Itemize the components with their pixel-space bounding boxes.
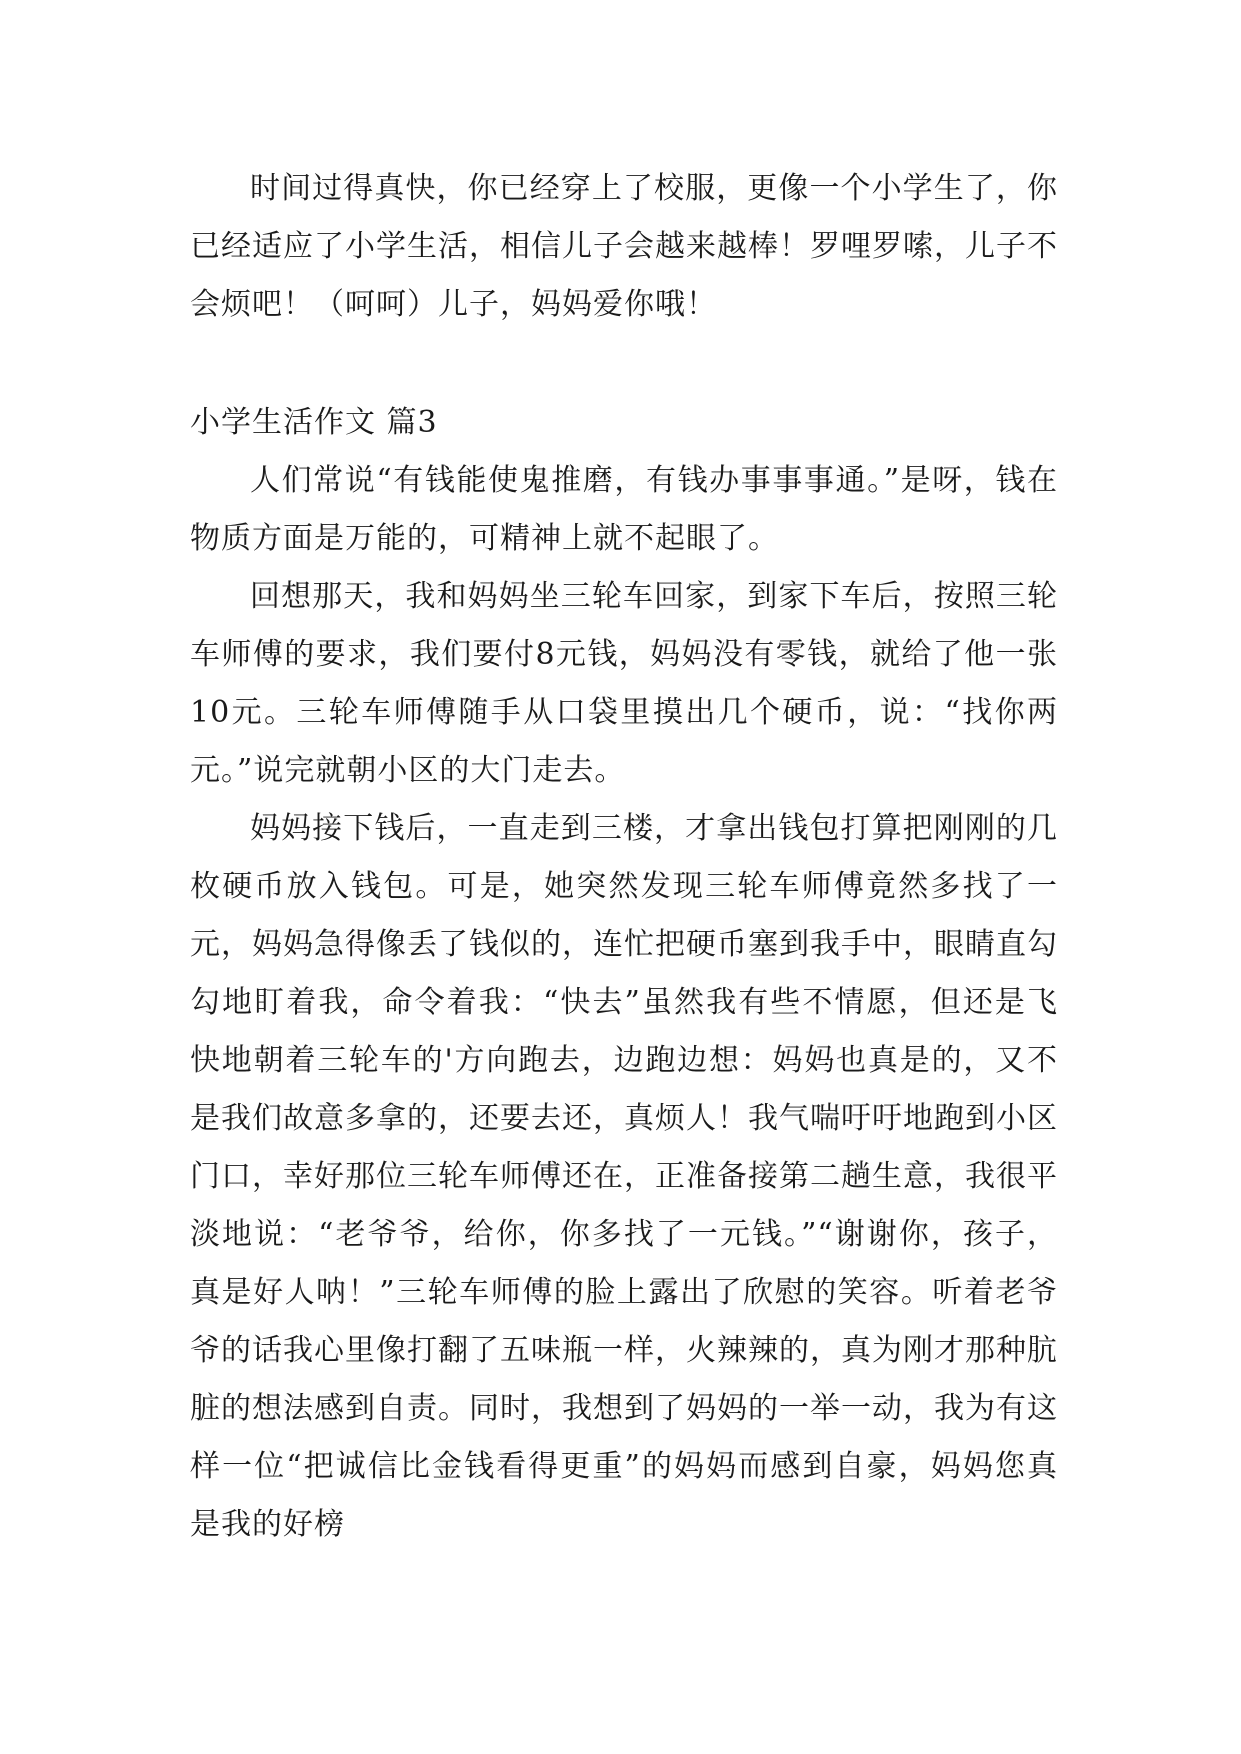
paragraph-2: 人们常说“有钱能使鬼推磨，有钱办事事事通。”是呀，钱在物质方面是万能的，可精神上就不起眼了。 xyxy=(190,463,1058,556)
document-body xyxy=(190,160,1058,1554)
paragraph-1: 时间过得真快，你已经穿上了校服，更像一个小学生了，你已经适应了小学生活，相信儿子会越来越棒！罗哩罗嗦，儿子不会烦吧！（呵呵）儿子，妈妈爱你哦！ xyxy=(190,171,1058,322)
paragraph-4: 妈妈接下钱后，一直走到三楼，才拿出钱包打算把刚刚的几枚硬币放入钱包。可是，她突然发现三轮车师傅竟然多找了一元，妈妈急得像丢了钱似的，连忙把硬币塞到我手中，眼睛直勾勾地盯着我，命令着我：“快去”虽然我有些不情愿，但还是飞快地朝着三轮车的'方向跑去，边跑边想：妈妈也真是的，又不是我们故意多拿的，还要去还，真烦人！我气喘吁吁地跑到小区门口，幸好那位三轮车师傅还在，正准备接第二趟生意，我很平淡地说：“老爷爷，给你，你多找了一元钱。”“谢谢你，孩子，真是好人呐！”三轮车师傅的脸上露出了欣慰的笑容。听着老爷爷的话我心里像打翻了五味瓶一样，火辣辣的，真为刚才那种肮脏的想法感到自责。同时，我想到了妈妈的一举一动，我为有这样一位“把诚信比金钱看得更重”的妈妈而感到自豪，妈妈您真是我的好榜 xyxy=(190,811,1058,1542)
paragraph-3: 回想那天，我和妈妈坐三轮车回家，到家下车后，按照三轮车师傅的要求，我们要付8元钱，妈妈没有零钱，就给了他一张10元。三轮车师傅随手从口袋里摸出几个硬币，说：“找你两元。”说完就朝小区的大门走去。 xyxy=(190,579,1058,788)
section-heading: 小学生活作文 篇3 xyxy=(190,405,438,440)
